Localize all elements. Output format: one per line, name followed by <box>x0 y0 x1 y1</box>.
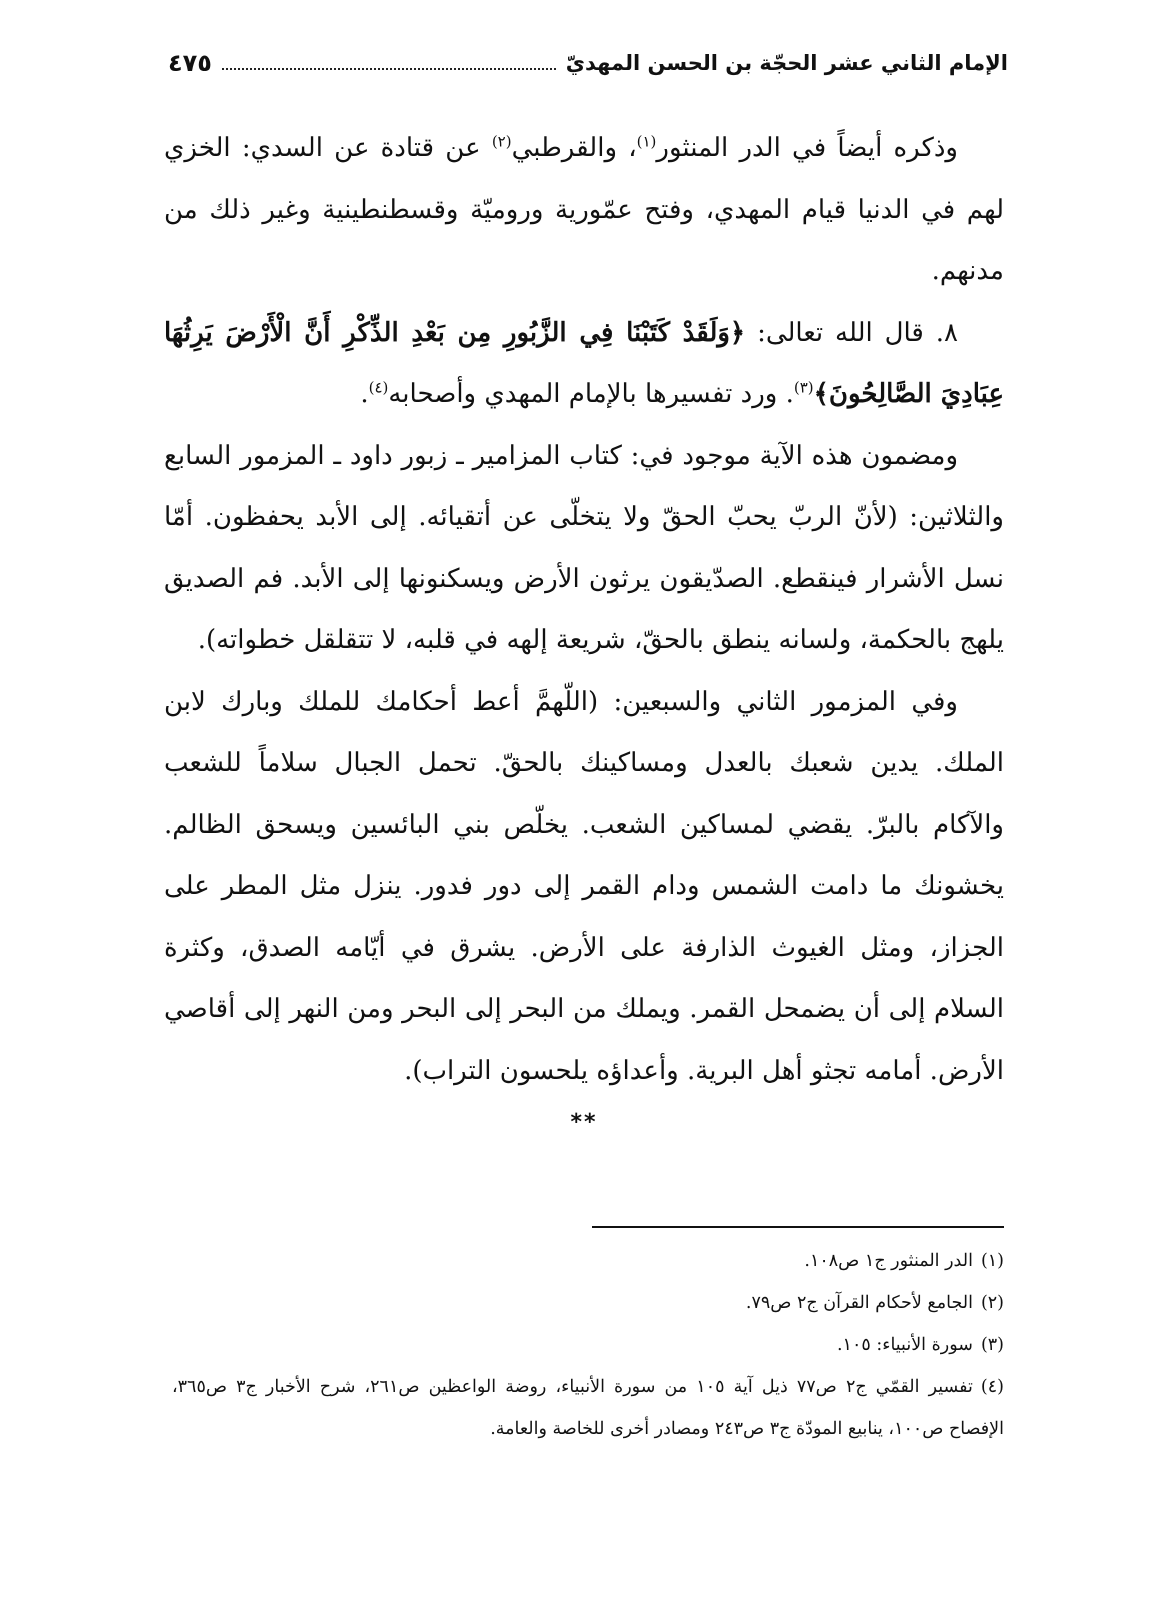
paragraph-3: ومضمون هذه الآية موجود في: كتاب المزامير ـ زبور داود ـ المزمور السابع والثلاثين: (لأنّ الربّ يحبّ الحقّ ولا يتخلّى عن أتقيائه. إلى الأبد يحفظون. أمّا نسل الأشرار فينقطع. الصدّيقون يرثون الأرض ويسكنونها إلى الأبد. فم الصديق يلهج بالحكمة، ولسانه ينطق بالحقّ، شريعة إلهه في قلبه، لا تتقلقل خطواته). <box>164 440 1004 655</box>
footnote-number: (٤) <box>980 1377 1004 1397</box>
footnote-text: الدر المنثور ج١ ص١٠٨. <box>804 1251 973 1271</box>
paragraph-1-text-a: وذكره أيضاً في الدر المنثور <box>656 133 958 163</box>
paragraph-4: وفي المزمور الثاني والسبعين: (اللّهمَّ أعط أحكامك للملك وبارك لابن الملك. يدين شعبك بالعدل ومساكينك بالحقّ. تحمل الجبال سلاماً للشعب والآكام بالبرّ. يقضي لمساكين الشعب. يخلّص بني البائسين ويسحق الظالم. يخشونك ما دامت الشمس ودام القمر إلى دور فدور. ينزل مثل المطر على الجزاز، ومثل الغيوث الذارفة على الأرض. يشرق في أيّامه الصدق، وكثرة السلام إلى أن يضمحل القمر. ويملك من البحر إلى البحر ومن النهر إلى أقاصي الأرض. أمامه تجثو أهل البرية. وأعداؤه يلحسون التراب). <box>164 686 1004 1086</box>
footnote-1 <box>172 1240 1004 1282</box>
paragraph-2-text-a: ٨. قال الله تعالى: <box>745 317 959 348</box>
footnotes <box>172 1240 1004 1450</box>
footnote-3 <box>172 1324 1004 1366</box>
footnote-text: الجامع لأحكام القرآن ج٢ ص٧٩. <box>745 1293 973 1313</box>
paragraph-1 <box>164 118 1004 303</box>
footnote-text: تفسير القمّي ج٢ ص٧٧ ذيل آية ١٠٥ من سورة الأنبياء، روضة الواعظين ص٢٦١، شرح الأخبار ج٣ ص٣٦٥، الإفصاح ص١٠٠، ينابيع المودّة ج٣ ص٢٤٣ ومصادر أخرى للخاصة والعامة. <box>172 1377 1004 1439</box>
footnote-number: (١) <box>980 1251 1004 1271</box>
footnote-ref-2: (٢) <box>491 132 512 151</box>
paragraph-2-text-b: . ورد تفسيرها بالإمام المهدي وأصحابه <box>388 379 794 409</box>
paragraph-2 <box>164 303 1004 426</box>
main-text <box>164 118 1004 1102</box>
footnote-number: (٣) <box>980 1335 1004 1355</box>
section-separator: ** <box>570 1110 598 1135</box>
running-header <box>168 40 1008 86</box>
page-number: ٤٧٥ <box>168 49 212 77</box>
paragraph-1-text-b: ، والقرطبي <box>511 133 637 163</box>
paragraph-2-text-c: . <box>360 379 369 409</box>
footnote-4 <box>172 1366 1004 1450</box>
leader-dots <box>222 68 556 70</box>
footnote-text: سورة الأنبياء: ١٠٥. <box>836 1335 973 1355</box>
footnote-ref-1: (١) <box>636 132 657 151</box>
footnote-number: (٢) <box>980 1293 1004 1313</box>
footnote-divider <box>592 1226 1004 1228</box>
running-title: الإمام الثاني عشر الحجّة بن الحسن المهديّ <box>565 51 1008 75</box>
footnote-ref-4: (٤) <box>368 378 389 397</box>
footnote-2 <box>172 1282 1004 1324</box>
footnote-ref-3: (٣) <box>793 378 814 397</box>
quran-verse: ﴿وَلَقَدْ كَتَبْنَا فِي الزَّبُورِ مِن بَعْدِ الذِّكْرِ أَنَّ الْأَرْضَ يَرِثُهَا عِبَادِيَ الصَّالِحُونَ﴾ <box>164 317 1004 409</box>
paragraph-1-text-c: عن قتادة عن السدي: الخزي لهم في الدنيا قيام المهدي، وفتح عمّورية وروميّة وقسطنطينية وغير ذلك من مدنهم. <box>164 133 1004 286</box>
